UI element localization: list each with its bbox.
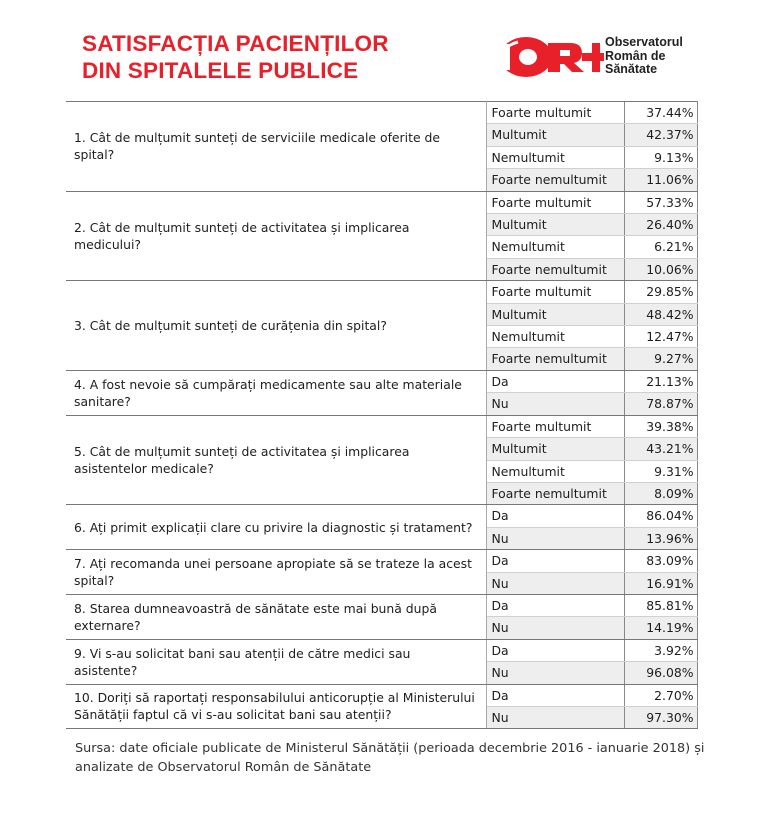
answer-percentage: 16.91%	[624, 572, 697, 594]
question-text: 6. Ați primit explicații clare cu privire la diagnostic și tratament?	[66, 505, 486, 550]
question-text: 2. Cât de mulțumit sunteți de activitatea și implicarea medicului?	[66, 191, 486, 281]
question-text: 8. Starea dumneavoastră de sănătate este mai bună după externare?	[66, 594, 486, 639]
table-row	[66, 684, 697, 706]
answer-label: Nemultumit	[486, 146, 624, 168]
answer-percentage: 9.31%	[624, 460, 697, 482]
answer-percentage: 86.04%	[624, 505, 697, 527]
answer-label: Foarte multumit	[486, 415, 624, 437]
answer-label: Foarte nemultumit	[486, 258, 624, 280]
answer-label: Da	[486, 550, 624, 572]
page-title	[82, 30, 389, 84]
survey-table	[66, 101, 698, 729]
answer-label: Multumit	[486, 214, 624, 236]
answer-percentage: 9.27%	[624, 348, 697, 370]
answer-percentage: 37.44%	[624, 102, 697, 124]
answer-label: Multumit	[486, 303, 624, 325]
answer-percentage: 6.21%	[624, 236, 697, 258]
logo-text	[605, 36, 683, 77]
answer-percentage: 48.42%	[624, 303, 697, 325]
answer-percentage: 43.21%	[624, 438, 697, 460]
answer-label: Da	[486, 594, 624, 616]
answer-percentage: 9.13%	[624, 146, 697, 168]
answer-percentage: 29.85%	[624, 281, 697, 303]
answer-label: Foarte multumit	[486, 102, 624, 124]
answer-label: Da	[486, 639, 624, 661]
answer-label: Multumit	[486, 438, 624, 460]
answer-label: Foarte multumit	[486, 191, 624, 213]
answer-percentage: 14.19%	[624, 617, 697, 639]
answer-percentage: 13.96%	[624, 527, 697, 549]
answer-label: Da	[486, 505, 624, 527]
table-row	[66, 550, 697, 572]
answer-percentage: 2.70%	[624, 684, 697, 706]
table-row	[66, 102, 697, 124]
table-row	[66, 370, 697, 392]
answer-percentage: 21.13%	[624, 370, 697, 392]
answer-label: Nemultumit	[486, 326, 624, 348]
question-text: 5. Cât de mulțumit sunteți de activitatea și implicarea asistentelor medicale?	[66, 415, 486, 505]
question-text: 7. Ați recomanda unei persoane apropiate să se trateze la acest spital?	[66, 550, 486, 595]
answer-percentage: 83.09%	[624, 550, 697, 572]
answer-percentage: 57.33%	[624, 191, 697, 213]
table-row	[66, 281, 697, 303]
answer-percentage: 96.08%	[624, 662, 697, 684]
answer-label: Nu	[486, 393, 624, 415]
answer-label: Nemultumit	[486, 236, 624, 258]
answer-percentage: 97.30%	[624, 706, 697, 728]
answer-percentage: 85.81%	[624, 594, 697, 616]
logo-line-2: Român de	[605, 48, 666, 63]
title-line-1: SATISFACȚIA PACIENȚILOR	[82, 31, 389, 56]
question-text: 4. A fost nevoie să cumpărați medicamente sau alte materiale sanitare?	[66, 370, 486, 415]
answer-label: Nu	[486, 527, 624, 549]
title-line-2: DIN SPITALELE PUBLICE	[82, 58, 359, 83]
question-text: 9. Vi s-au solicitat bani sau atenții de către medici sau asistente?	[66, 639, 486, 684]
answer-label: Da	[486, 684, 624, 706]
answer-percentage: 39.38%	[624, 415, 697, 437]
answer-percentage: 12.47%	[624, 326, 697, 348]
answer-label: Multumit	[486, 124, 624, 146]
answer-label: Da	[486, 370, 624, 392]
table-row	[66, 191, 697, 213]
table-row	[66, 415, 697, 437]
answer-label: Nu	[486, 617, 624, 639]
question-text: 1. Cât de mulțumit sunteți de serviciile medicale oferite de spital?	[66, 102, 486, 192]
question-text: 3. Cât de mulțumit sunteți de curățenia din spital?	[66, 281, 486, 371]
ors-logo	[488, 34, 718, 80]
answer-percentage: 26.40%	[624, 214, 697, 236]
answer-label: Nu	[486, 662, 624, 684]
logo-line-1: Observatorul	[605, 35, 683, 49]
answer-label: Foarte nemultumit	[486, 482, 624, 504]
answer-percentage: 10.06%	[624, 258, 697, 280]
answer-percentage: 42.37%	[624, 124, 697, 146]
answer-label: Nemultumit	[486, 460, 624, 482]
answer-percentage: 3.92%	[624, 639, 697, 661]
answer-percentage: 11.06%	[624, 169, 697, 191]
table-row	[66, 594, 697, 616]
answer-label: Nu	[486, 572, 624, 594]
answer-label: Nu	[486, 706, 624, 728]
answer-label: Foarte multumit	[486, 281, 624, 303]
answer-label: Foarte nemultumit	[486, 348, 624, 370]
table-row	[66, 505, 697, 527]
answer-percentage: 78.87%	[624, 393, 697, 415]
question-text: 10. Doriți să raportați responsabilului anticorupție al Ministerului Sănătății faptul că vi s-au solicitat bani sau atenții?	[66, 684, 486, 729]
ors-logo-mark	[490, 37, 604, 77]
answer-percentage: 8.09%	[624, 482, 697, 504]
answer-label: Foarte nemultumit	[486, 169, 624, 191]
source-note: Sursa: date oficiale publicate de Ministerul Sănătății (perioada decembrie 2016 - ianuarie 2018) și analizate de Observatorul Român de Sănătate	[75, 741, 705, 775]
table-row	[66, 639, 697, 661]
logo-line-3: Sănătate	[605, 62, 658, 76]
survey-table-body	[66, 102, 697, 729]
